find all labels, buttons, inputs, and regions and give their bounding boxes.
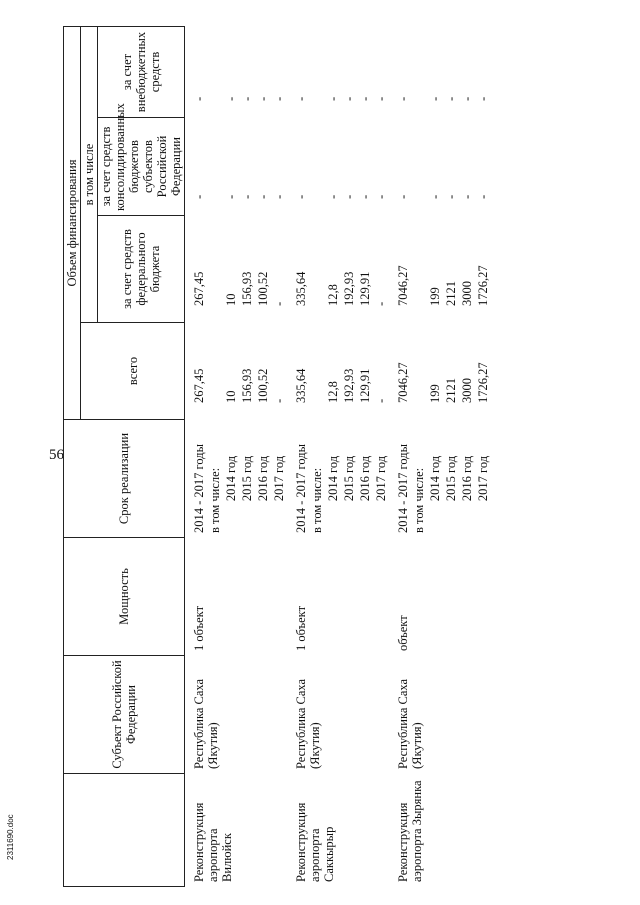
extra-cell: - — [256, 96, 270, 101]
document-id: 2311690.doc — [6, 814, 15, 860]
extra-cell: - — [476, 96, 490, 101]
extra-cell: - — [192, 96, 206, 101]
funding-table — [63, 26, 491, 887]
table-header — [64, 27, 185, 887]
federal-cell: 267,45 — [192, 271, 206, 306]
extra-cell: - — [224, 96, 238, 101]
total-cell: 129,91 — [358, 368, 372, 403]
extra-cell — [207, 27, 223, 118]
total-cell: 335,64 — [294, 368, 308, 403]
federal-cell: 1726,27 — [476, 265, 490, 306]
period-cell: 2015 год — [240, 455, 254, 502]
regional-cell: - — [460, 194, 474, 199]
federal-cell: 192,93 — [342, 271, 356, 306]
federal-cell: 10 — [224, 293, 238, 306]
period-cell: 2014 - 2017 годы — [294, 443, 308, 533]
period-cell: 2017 год — [476, 455, 490, 502]
rotated-table-container — [63, 27, 550, 887]
federal-cell: 12,8 — [326, 284, 340, 306]
federal-cell — [309, 216, 325, 323]
total-cell: 3000 — [460, 378, 474, 403]
header-total: всего — [81, 323, 185, 420]
regional-cell: - — [396, 194, 410, 199]
federal-cell: 100,52 — [256, 271, 270, 306]
period-cell: 2016 год — [256, 455, 270, 502]
regional-cell: - — [374, 194, 388, 199]
extra-cell: - — [444, 96, 458, 101]
total-cell: 7046,27 — [396, 362, 410, 403]
total-cell: 2121 — [444, 378, 458, 403]
period-cell: 2017 год — [272, 455, 286, 502]
regional-cell: - — [224, 194, 238, 199]
extra-cell: - — [358, 96, 372, 101]
federal-cell: 129,91 — [358, 271, 372, 306]
federal-cell: 199 — [428, 287, 442, 306]
federal-cell: - — [272, 301, 286, 306]
total-cell — [309, 323, 325, 420]
extra-cell: - — [374, 96, 388, 101]
federal-cell: 335,64 — [294, 271, 308, 306]
federal-cell — [411, 216, 427, 323]
header-extra: за счет внебюджетных средств — [98, 27, 185, 118]
regional-cell: - — [444, 194, 458, 199]
period-cell: 2015 год — [342, 455, 356, 502]
extra-cell: - — [240, 96, 254, 101]
header-object — [64, 774, 185, 887]
period-cell: 2016 год — [358, 455, 372, 502]
period-cell: 2017 год — [374, 455, 388, 502]
regional-cell: - — [342, 194, 356, 199]
extra-cell: - — [272, 96, 286, 101]
object-name-cell: Реконструкция аэропорта Вилюйск — [192, 802, 234, 882]
extra-cell — [309, 27, 325, 118]
extra-cell: - — [396, 96, 410, 101]
header-funding-group: Объем финансирования — [64, 27, 81, 420]
regional-cell — [309, 118, 325, 216]
object-name-cell: Реконструкция аэропорта Саккырыр — [294, 802, 336, 882]
header-regional: за счет средств консолидированных бюджетов субъектов Российской Федерации — [98, 118, 185, 216]
capacity-cell: 1 объект — [192, 605, 206, 651]
extra-cell — [411, 27, 427, 118]
period-cell: 2014 год — [428, 455, 442, 502]
total-cell: 156,93 — [240, 368, 254, 403]
regional-cell: - — [476, 194, 490, 199]
object-name-cell: Реконструкция аэропорта Зырянка — [396, 780, 424, 882]
total-cell: 199 — [428, 384, 442, 403]
federal-cell: 156,93 — [240, 271, 254, 306]
regional-cell: - — [326, 194, 340, 199]
total-cell: 1726,27 — [476, 362, 490, 403]
regional-cell — [207, 118, 223, 216]
regional-cell: - — [272, 194, 286, 199]
regional-cell: - — [192, 194, 206, 199]
total-cell: - — [374, 398, 388, 403]
period-cell: 2014 год — [326, 455, 340, 502]
regional-cell: - — [240, 194, 254, 199]
total-cell: 267,45 — [192, 368, 206, 403]
extra-cell: - — [294, 96, 308, 101]
total-cell: - — [272, 398, 286, 403]
federal-cell: 2121 — [444, 281, 458, 306]
period-cell: 2016 год — [460, 455, 474, 502]
extra-cell: - — [342, 96, 356, 101]
extra-cell: - — [326, 96, 340, 101]
regional-cell — [411, 118, 427, 216]
table-body — [185, 27, 492, 887]
period-cell: 2014 - 2017 годы — [192, 443, 206, 533]
total-cell: 100,52 — [256, 368, 270, 403]
regional-cell: - — [428, 194, 442, 199]
total-cell: 10 — [224, 390, 238, 403]
table-row — [191, 27, 207, 887]
period-cell: 2014 год — [224, 455, 238, 502]
regional-cell: - — [256, 194, 270, 199]
total-cell: 192,93 — [342, 368, 356, 403]
period-cell: в том числе: — [412, 467, 426, 533]
federal-cell: - — [374, 301, 388, 306]
header-capacity: Мощность — [64, 538, 185, 656]
total-cell: 12,8 — [326, 381, 340, 403]
subject-cell: Республика Саха (Якутия) — [396, 678, 424, 769]
total-cell — [207, 323, 223, 420]
period-cell: в том числе: — [208, 467, 222, 533]
extra-cell: - — [428, 96, 442, 101]
regional-cell: - — [294, 194, 308, 199]
page-number: 56 — [49, 447, 64, 463]
period-cell: 2015 год — [444, 455, 458, 502]
subject-cell: Республика Саха (Якутия) — [192, 678, 220, 769]
federal-cell — [207, 216, 223, 323]
federal-cell: 3000 — [460, 281, 474, 306]
total-cell — [411, 323, 427, 420]
period-cell: в том числе: — [310, 467, 324, 533]
extra-cell: - — [460, 96, 474, 101]
subject-cell: Республика Саха (Якутия) — [294, 678, 322, 769]
header-period: Срок реализации — [64, 420, 185, 538]
table-row — [293, 27, 309, 887]
header-including: в том числе — [81, 27, 98, 323]
capacity-cell: 1 объект — [294, 605, 308, 651]
capacity-cell: объект — [396, 615, 410, 651]
period-cell: 2014 - 2017 годы — [396, 443, 410, 533]
header-subject: Субъект Российской Федерации — [64, 656, 185, 774]
federal-cell: 7046,27 — [396, 265, 410, 306]
table-row — [395, 27, 411, 887]
header-federal: за счет средств федерального бюджета — [98, 216, 185, 323]
regional-cell: - — [358, 194, 372, 199]
